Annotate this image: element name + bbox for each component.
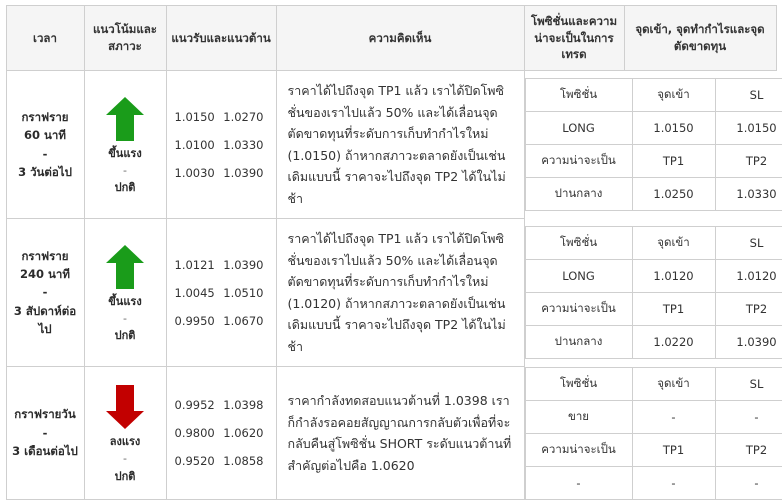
probability-row xyxy=(525,326,782,359)
timeframe-separator: - xyxy=(10,283,81,301)
trade-head-sl: SL xyxy=(715,79,782,112)
trade-head-row xyxy=(525,227,782,260)
probability-head-row xyxy=(525,145,782,178)
levels-cell xyxy=(166,367,276,500)
position-entry: 1.0150 xyxy=(632,112,715,145)
trend-strength: ลงแรง xyxy=(88,433,163,450)
level-row xyxy=(173,307,270,335)
trend-volatility: ปกติ xyxy=(88,327,163,344)
timeframe-line: กราฟรายวัน xyxy=(10,405,81,423)
trend-cell xyxy=(84,219,166,367)
timeframe-cell xyxy=(6,71,84,219)
tp2-value: - xyxy=(715,466,782,499)
level-row xyxy=(173,447,270,475)
levels-cell xyxy=(166,71,276,219)
support-level: 0.9950 xyxy=(175,314,215,328)
support-level: 0.9952 xyxy=(175,398,215,412)
tp2-header: TP2 xyxy=(715,145,782,178)
trade-head-row xyxy=(525,79,782,112)
trade-head-entry: จุดเข้า xyxy=(632,227,715,260)
support-level: 1.0150 xyxy=(175,110,215,124)
resistance-level: 1.0858 xyxy=(223,454,263,468)
resistance-level: 1.0510 xyxy=(223,286,263,300)
header-time: เวลา xyxy=(6,6,84,71)
tp1-value: 1.0250 xyxy=(632,178,715,211)
trend-labels xyxy=(88,145,163,196)
resistance-level: 1.0670 xyxy=(223,314,263,328)
timeframe-line: กราฟราย xyxy=(10,247,81,265)
trade-head-position: โพซิชั่น xyxy=(525,367,632,400)
trade-detail-cell xyxy=(524,219,776,367)
probability-head-row xyxy=(525,293,782,326)
resistance-level: 1.0270 xyxy=(223,110,263,124)
header-trend: แนวโน้มและสภาวะ xyxy=(84,6,166,71)
trend-strength: ขึ้นแรง xyxy=(88,293,163,310)
trade-detail-cell xyxy=(524,71,776,219)
level-row xyxy=(173,419,270,447)
header-comment: ความคิดเห็น xyxy=(276,6,524,71)
resistance-level: 1.0390 xyxy=(223,166,263,180)
trend-arrow-down-icon xyxy=(88,381,163,433)
trade-detail-cell xyxy=(524,367,776,500)
trend-volatility: ปกติ xyxy=(88,468,163,485)
position-entry: - xyxy=(632,400,715,433)
tp2-value: 1.0330 xyxy=(715,178,782,211)
timeframe-line: 240 นาที xyxy=(10,265,81,283)
timeframe-cell xyxy=(6,219,84,367)
header-entry-tp-sl: จุดเข้า, จุดทำกำไรและจุดตัดขาดทุน xyxy=(624,6,776,71)
resistance-level: 1.0390 xyxy=(223,258,263,272)
position-direction: ขาย xyxy=(525,400,632,433)
timeframe-separator: - xyxy=(10,424,81,442)
forecast-period: 3 วันต่อไป xyxy=(10,163,81,181)
trend-cell xyxy=(84,71,166,219)
trend-arrow-up-icon xyxy=(88,93,163,145)
tp2-value: 1.0390 xyxy=(715,326,782,359)
tp1-header: TP1 xyxy=(632,145,715,178)
trade-detail-table xyxy=(525,78,782,211)
trend-labels xyxy=(88,433,163,484)
trade-position-row xyxy=(525,400,782,433)
table-body xyxy=(6,71,776,500)
header-levels: แนวรับและแนวต้าน xyxy=(166,6,276,71)
trade-head-row xyxy=(525,367,782,400)
level-row xyxy=(173,251,270,279)
table-row xyxy=(6,367,776,500)
forecast-period: 3 เดือนต่อไป xyxy=(10,442,81,460)
resistance-level: 1.0330 xyxy=(223,138,263,152)
position-direction: LONG xyxy=(525,260,632,293)
trade-detail-table xyxy=(525,226,782,359)
header-position: โพซิชั่นและความน่าจะเป็นในการเทรด xyxy=(524,6,624,71)
probability-label: ความน่าจะเป็น xyxy=(525,145,632,178)
tp1-header: TP1 xyxy=(632,293,715,326)
level-row xyxy=(173,159,270,187)
trade-head-position: โพซิชั่น xyxy=(525,79,632,112)
comment-cell: ราคากำลังทดสอบแนวต้านที่ 1.0398 เราก็กำลังรอคอยสัญญาณการกลับตัวเพื่อที่จะกลับคืนสู่โพซิชั่น SHORT ระดับแนวต้านที่สำคัญต่อไปคือ 1.0620 xyxy=(276,367,524,500)
trend-arrow-up-icon xyxy=(88,241,163,293)
trend-volatility: ปกติ xyxy=(88,179,163,196)
levels-cell xyxy=(166,219,276,367)
probability-head-row xyxy=(525,433,782,466)
forecast-period: 3 สัปดาห์ต่อไป xyxy=(10,302,81,339)
forex-signals-table xyxy=(6,5,777,500)
trade-position-row xyxy=(525,260,782,293)
support-level: 1.0121 xyxy=(175,258,215,272)
trade-head-sl: SL xyxy=(715,367,782,400)
level-row xyxy=(173,103,270,131)
trade-head-sl: SL xyxy=(715,227,782,260)
probability-row xyxy=(525,178,782,211)
position-entry: 1.0120 xyxy=(632,260,715,293)
trade-position-row xyxy=(525,112,782,145)
trend-separator: - xyxy=(88,450,163,467)
trend-labels xyxy=(88,293,163,344)
resistance-level: 1.0398 xyxy=(223,398,263,412)
support-level: 1.0030 xyxy=(175,166,215,180)
support-level: 1.0045 xyxy=(175,286,215,300)
trade-head-entry: จุดเข้า xyxy=(632,79,715,112)
tp1-value: 1.0220 xyxy=(632,326,715,359)
tp2-header: TP2 xyxy=(715,293,782,326)
comment-cell: ราคาได้ไปถึงจุด TP1 แล้ว เราได้ปิดโพซิชั่นของเราไปแล้ว 50% และได้เลื่อนจุดตัดขาดทุนที่ระดับการเก็บทำกำไรใหม่ (1.0120) ถ้าหากสภาวะตลาดยังเป็นเช่นเดิมแบบนี้ ราคาจะไปถึงจุด TP2 ได้ในไม่ช้า xyxy=(276,219,524,367)
support-level: 1.0100 xyxy=(175,138,215,152)
table-row xyxy=(6,71,776,219)
trade-head-position: โพซิชั่น xyxy=(525,227,632,260)
timeframe-cell xyxy=(6,367,84,500)
level-row xyxy=(173,279,270,307)
position-direction: LONG xyxy=(525,112,632,145)
trade-detail-table xyxy=(525,367,782,500)
timeframe-line: 60 นาที xyxy=(10,126,81,144)
probability-value: ปานกลาง xyxy=(525,178,632,211)
tp1-header: TP1 xyxy=(632,433,715,466)
trade-head-entry: จุดเข้า xyxy=(632,367,715,400)
table-row xyxy=(6,219,776,367)
trend-separator: - xyxy=(88,162,163,179)
position-sl: - xyxy=(715,400,782,433)
timeframe-line: กราฟราย xyxy=(10,108,81,126)
support-level: 0.9520 xyxy=(175,454,215,468)
tp2-header: TP2 xyxy=(715,433,782,466)
resistance-level: 1.0620 xyxy=(223,426,263,440)
probability-value: - xyxy=(525,466,632,499)
tp1-value: - xyxy=(632,466,715,499)
probability-label: ความน่าจะเป็น xyxy=(525,293,632,326)
trend-strength: ขึ้นแรง xyxy=(88,145,163,162)
comment-cell: ราคาได้ไปถึงจุด TP1 แล้ว เราได้ปิดโพซิชั่นของเราไปแล้ว 50% และได้เลื่อนจุดตัดขาดทุนที่ระดับการเก็บทำกำไรใหม่ (1.0150) ถ้าหากสภาวะตลาดยังเป็นเช่นเดิมแบบนี้ ราคาจะไปถึงจุด TP2 ได้ในไม่ช้า xyxy=(276,71,524,219)
probability-value: ปานกลาง xyxy=(525,326,632,359)
trend-separator: - xyxy=(88,310,163,327)
level-row xyxy=(173,391,270,419)
probability-row xyxy=(525,466,782,499)
position-sl: 1.0150 xyxy=(715,112,782,145)
table-header xyxy=(6,6,776,71)
timeframe-separator: - xyxy=(10,145,81,163)
position-sl: 1.0120 xyxy=(715,260,782,293)
support-level: 0.9800 xyxy=(175,426,215,440)
probability-label: ความน่าจะเป็น xyxy=(525,433,632,466)
level-row xyxy=(173,131,270,159)
header-row xyxy=(6,6,776,71)
trend-cell xyxy=(84,367,166,500)
